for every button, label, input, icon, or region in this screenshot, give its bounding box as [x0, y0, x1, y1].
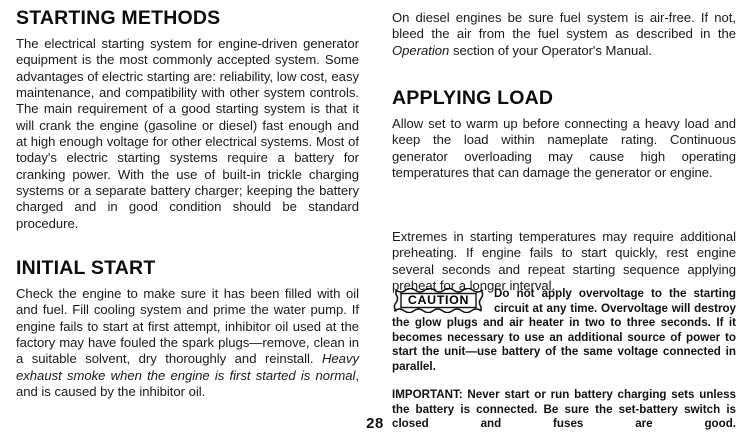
initial-start-text-b: , and is caused by the inhibitor oil. — [16, 367, 359, 400]
page-number: 28 — [366, 415, 384, 432]
diesel-text-b: section of your Operator's Manual. — [449, 42, 652, 58]
diesel-text-a: On diesel engines be sure fuel system is air-free. If not, bleed the air from the fuel system as described in the — [392, 10, 736, 42]
paragraph-initial-start — [16, 286, 359, 400]
heading-applying-load: APPLYING LOAD — [392, 87, 554, 109]
heading-starting-methods: STARTING METHODS — [16, 7, 221, 29]
paragraph-diesel-air-free — [392, 10, 736, 59]
initial-start-text-a: Check the engine to make sure it has been filled with oil and fuel. Fill cooling system and prime the water pump. If engine fails to start at first attempt, inhibitor oil used at the factory may have fouled the spark plugs—remove, clean in a suitable solvent, dry thoroughly and reinstall. — [16, 286, 359, 367]
caution-badge-label: CAUTION — [407, 293, 470, 308]
caution-body-text: Do not apply overvoltage to the starting circuit at any time. Overvoltage will destroy the glow plugs and air heater in two to three seconds. If it becomes necessary to use an additional source of power to start the unit—use battery of the same voltage connected in parallel. — [392, 287, 736, 373]
caution-callout — [392, 287, 736, 389]
heading-initial-start: INITIAL START — [16, 257, 156, 279]
paragraph-extremes-preheating: Extremes in starting temperatures may require additional preheating. If engine fails to start quickly, rest engine several seconds and repeat starting sequence applying preheat for a longer interval. — [392, 229, 736, 294]
caution-badge — [392, 288, 485, 313]
important-note: IMPORTANT: Never start or run battery charging sets unless the battery is connected. Be sure the set-battery switch is closed and fuses are good. — [392, 388, 736, 431]
initial-start-text-italic: Heavy exhaust smoke when the engine is first started is normal — [16, 351, 359, 383]
diesel-text-italic: Operation — [392, 42, 450, 58]
paragraph-starting-methods: The electrical starting system for engine-driven generator equipment is the most commonly accepted system. Some advantages of electric starting are: reliability, low cost, easy maintenance, and compatibility with other system controls. The main requirement of a good starting system is that it will crank the engine (gasoline or diesel) fast enough and at high enough voltage for other electrical systems. Most of today's electric starting systems require a battery for cranking power. With the use of built-in trickle charging systems or a separate battery charger; keeping the battery charged and in good condition should be standard procedure. — [16, 36, 359, 231]
paragraph-applying-load: Allow set to warm up before connecting a heavy load and keep the load within nameplate rating. Continuous generator overloading may cause high operating temperatures that can damage the generator or engine. — [392, 116, 736, 181]
